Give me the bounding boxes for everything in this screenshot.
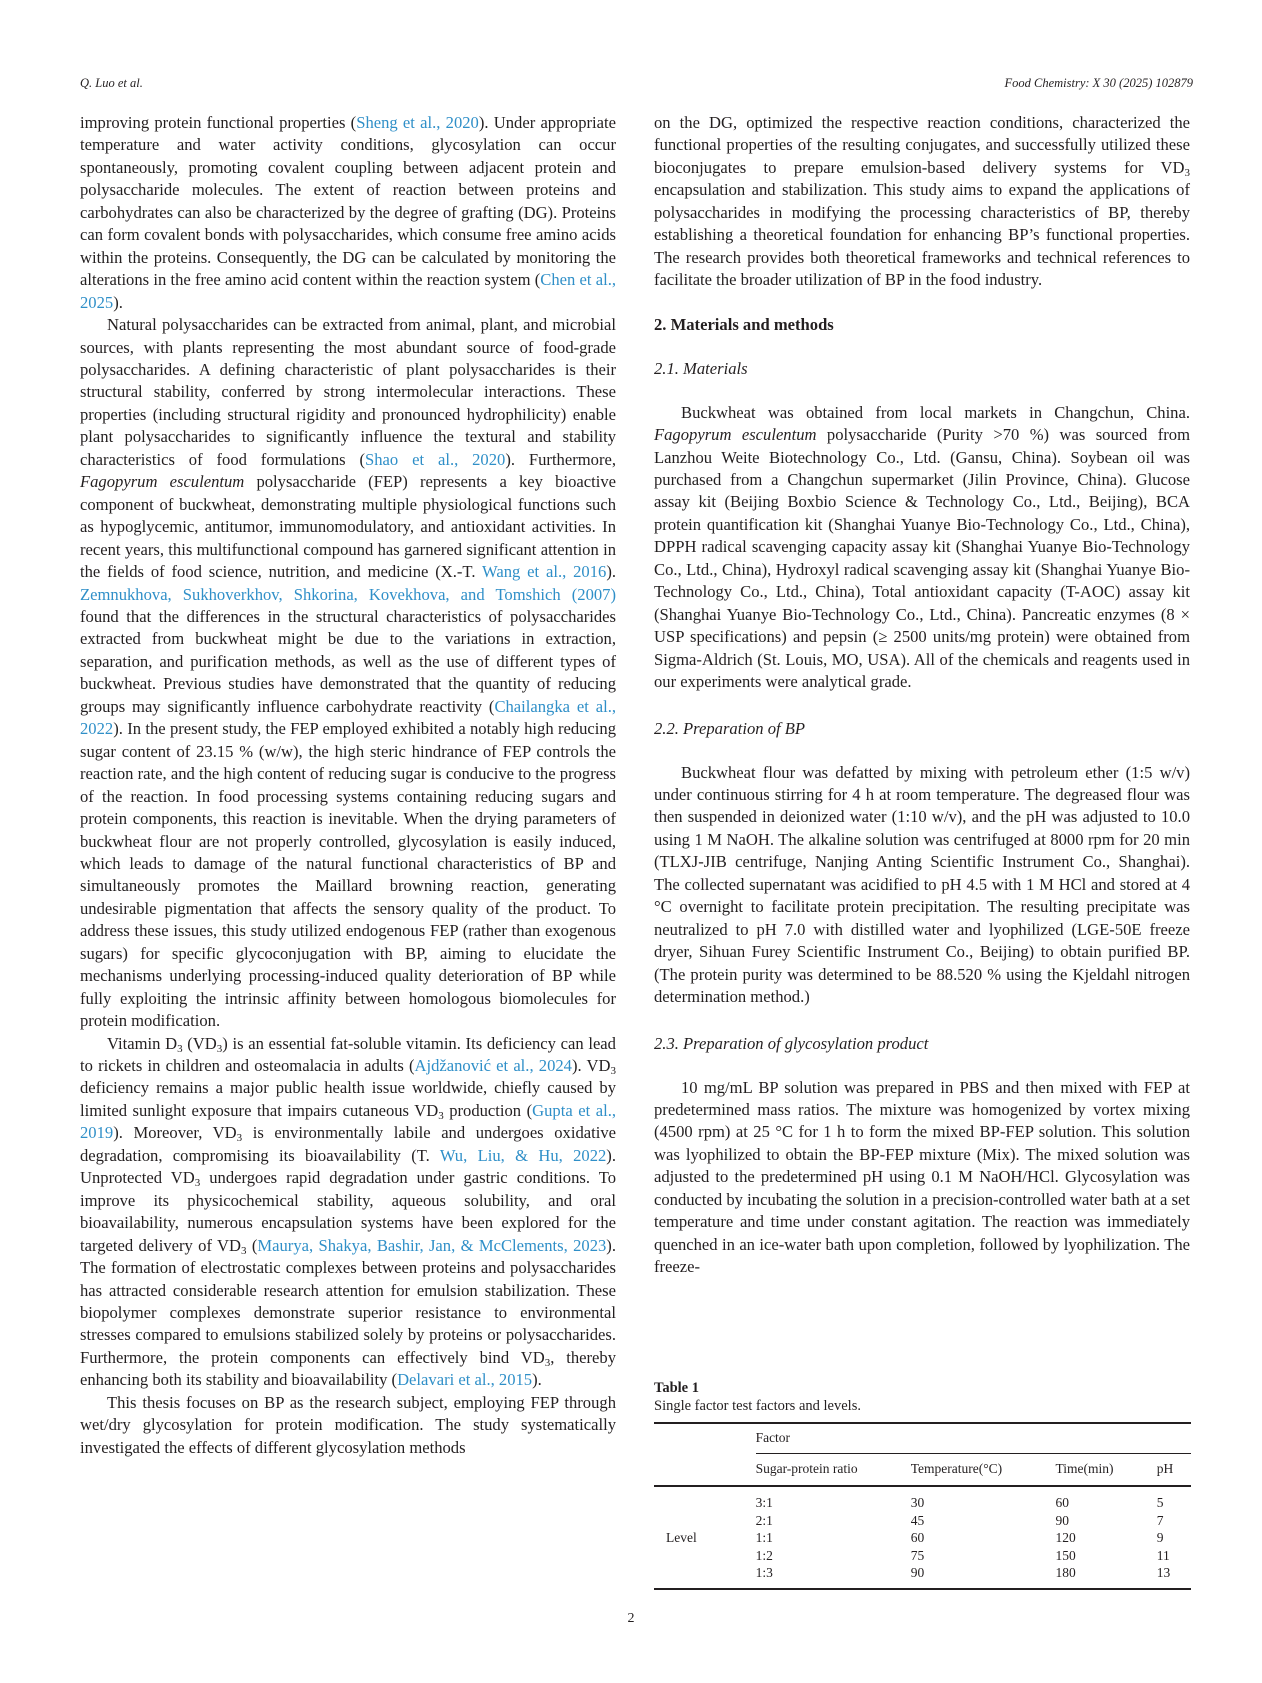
table-cell: 90 [911, 1564, 1056, 1589]
table-cell: 45 [910, 1512, 925, 1528]
subscript: 3 [216, 1042, 223, 1055]
table-cell: 13 [1157, 1564, 1191, 1589]
table-caption: Single factor test factors and levels. [654, 1398, 861, 1414]
table-cell: 1:3 [756, 1564, 911, 1589]
text-run: ). [606, 562, 616, 582]
text-run: ). Unprotected VD [80, 1145, 616, 1188]
table-cell [654, 1547, 756, 1565]
text-run: Buckwheat was obtained from local markets in Changchun, China. [681, 402, 1190, 422]
table-cell [654, 1486, 756, 1512]
text-run: ). In the present study, the FEP employed exhibited a notably high reducing sugar content of 23.15 % (w/w), the high steric hindrance of FEP controls the reaction rate, and the high content of reducing sugar is conducive to the progress of the reaction. In food processing systems containing reducing sugars and protein components, this reaction is inevitable. When the drying parameters of buckwheat flour are not properly controlled, glycosylation is easily induced, which leads to damage of the natural functional characteristics of BP and simultaneously promotes the Maillard browning reaction, generating undesirable pigmentation that affects the sensory quality of the product. To address these issues, this study utilized endogenous FEP (rather than exogenous sugars) for specific glycoconjugation with BP, aiming to elucidate the mechanisms underlying processing-induced quality deterioration of BP while fully exploiting the intrinsic affinity between homologous biomolecules for protein modification. [80, 719, 616, 1031]
table-label: Table 1 [654, 1380, 699, 1396]
subscript: 3 [241, 1244, 247, 1257]
table-cell [654, 1512, 756, 1530]
column-header: Time(min) [1056, 1453, 1157, 1486]
text-run: polysaccharide (FEP) represents a key bioactive component of buckwheat, demonstrating multiple physiological functions such as hypoglycemic, antitumor, immunomodulatory, and antioxidant activities. In recent years, this multifunctional compound has garnered significant attention in the fields of food science, nutrition, and medicine (X.-T. [80, 472, 616, 582]
text-run: (VD [182, 1033, 217, 1053]
citation-link[interactable]: Wang et al., 2016 [482, 562, 607, 582]
subscript: 3 [194, 1177, 201, 1190]
text-run: ) is an essential fat-soluble vitamin. Its deficiency can lead to rickets in children and osteomalacia in adults ( [80, 1033, 616, 1076]
text-run: deficiency remains a major public health issue worldwide, chiefly caused by limited sunlight exposure that impairs cutaneous VD [80, 1078, 616, 1120]
table-cell: 11 [1156, 1547, 1170, 1563]
species-name: Fagopyrum esculentum [80, 472, 245, 492]
subsection-heading: 2.3. Preparation of glycosylation product [654, 1033, 929, 1053]
subsection-heading: 2.2. Preparation of BP [654, 718, 806, 738]
table-cell: 9 [1156, 1530, 1164, 1545]
text-run: ). VD [571, 1056, 611, 1076]
paragraph: Buckwheat flour was defatted by mixing with petroleum ether (1:5 w/v) under continuous stirring for 4 h at room temperature. The degreased flour was then suspended in deionized water (1:10 w/v), and the pH was adjusted to 10.0 using 1 M NaOH. The alkaline solution was centrifuged at 8000 rpm for 20 min (TLXJ-JIB centrifuge, Nanjing Anting Scientific Instrument Co., Shanghai). The collected supernatant was acidified to pH 4.5 with 1 M HCl and stored at 4 °C overnight to facilitate protein precipitation. The resulting precipitate was neutralized to pH 7.0 with distilled water and lyophilized (LGE-50E freeze dryer, Sihuan Furey Scientific Instrument Co., Beijing) to obtain purified BP. (The protein purity was determined to be 88.520 % using the Kjeldahl nitrogen determination method.) [654, 762, 1190, 1007]
table-corner-cell [654, 1423, 756, 1453]
text-run: found that the differences in the structural characteristics of polysaccharides extracted from buckwheat might be due to the variations in extraction, separation, and purification methods, as well as the use of different types of buckwheat. Previous studies have demonstrated that the quantity of reducing groups may significantly influence carbohydrate reactivity ( [80, 606, 616, 716]
paragraph [654, 112, 1190, 292]
citation-link[interactable]: Zemnukhova, Sukhoverkhov, Shkorina, Kovekhova, and Tomshich (2007) [80, 584, 616, 604]
citation-link[interactable]: Shao et al., 2020 [365, 449, 506, 469]
table-row [654, 1547, 1191, 1565]
citation-link[interactable]: Maurya, Shakya, Bashir, Jan, & McClements, 2023 [257, 1235, 607, 1255]
subscript: 3 [177, 1042, 183, 1055]
table-1 [654, 1379, 1191, 1590]
citation-link[interactable]: Delavari et al., 2015 [397, 1370, 533, 1390]
running-head-authors: Q. Luo et al. [80, 76, 143, 90]
text-run: , thereby enhancing both its stability and bioavailability ( [80, 1347, 616, 1390]
table-row [654, 1529, 1191, 1547]
paragraph [654, 402, 1190, 694]
left-column [80, 112, 616, 1459]
text-run: is environmentally labile and undergoes oxidative degradation, compromising its bioavailability (T. [80, 1123, 616, 1165]
table-cell [654, 1564, 756, 1589]
paragraph [80, 112, 616, 314]
table-cell: 60 [910, 1530, 925, 1545]
table-header-row [654, 1453, 1191, 1486]
table-cell: 1:2 [755, 1547, 773, 1563]
citation-link[interactable]: Chailangka et al., 2022 [80, 696, 616, 739]
table-cell: 2:1 [755, 1512, 773, 1528]
table-cell: 30 [910, 1495, 925, 1510]
running-head-journal: Food Chemistry: X 30 (2025) 102879 [1004, 76, 1193, 90]
text-run: on the DG, optimized the respective reaction conditions, characterized the functional properties of the resulting conjugates, and successfully utilized these bioconjugates to prepare emulsion-based delivery systems for VD [654, 113, 1190, 177]
text-run: ). Furthermore, [505, 449, 616, 469]
text-run: ). [113, 292, 123, 312]
table-cell: 90 [1055, 1512, 1069, 1528]
table-cell: 120 [1055, 1530, 1076, 1545]
table-row [654, 1486, 1191, 1512]
table-group-header: Factor [756, 1423, 1191, 1453]
subscript: 3 [610, 1065, 616, 1078]
paragraph [80, 314, 616, 1033]
column-header: pH [1157, 1453, 1191, 1486]
table-row [654, 1564, 1191, 1589]
subscript: 3 [544, 1356, 551, 1369]
table-corner-cell [654, 1453, 756, 1486]
citation-link[interactable]: Gupta et al., 2019 [80, 1100, 616, 1143]
text-run: This thesis focuses on BP as the research subject, employing FEP through wet/dry glycosylation for protein modification. The study systematically investigated the effects of different glycosylation methods [80, 1392, 616, 1457]
table-row [654, 1512, 1191, 1530]
page-number: 2 [627, 1611, 635, 1626]
row-label: Level [666, 1530, 697, 1545]
text-run: undergoes rapid degradation under gastric conditions. To improve its physicochemical stability, aqueous solubility, and oral bioavailability, numerous encapsulation systems have been explored for the targeted delivery of VD [80, 1168, 616, 1255]
text-run: ). [532, 1370, 542, 1390]
table-cell: 3:1 [755, 1495, 773, 1510]
right-column [654, 112, 1190, 1279]
subscript: 3 [438, 1109, 444, 1122]
text-run: ). Moreover, VD [113, 1123, 237, 1143]
citation-link[interactable]: Ajdžanović et al., 2024 [414, 1056, 572, 1076]
citation-link[interactable]: Chen et al., 2025 [80, 270, 616, 312]
text-run: ). The formation of electrostatic complexes between proteins and polysaccharides has attracted considerable research attention for emulsion stabilization. These biopolymer complexes demonstrate superior resistance to environmental stresses compared to emulsions stabilized solely by proteins or polysaccharides. Furthermore, the protein components can effectively bind VD [80, 1235, 616, 1367]
text-run: ( [246, 1235, 258, 1255]
paragraph [80, 1392, 616, 1459]
text-run: ). Under appropriate temperature and water activity conditions, glycosylation can occur spontaneously, promoting covalent coupling between adjacent protein and polysaccharide molecules. The extent of reaction between proteins and carbohydrates can also be characterized by the degree of grafting (DG). Proteins can form covalent bonds with polysaccharides, which consume free amino acids within the proteins. Consequently, the DG can be calculated by monitoring the alterations in the free amino acid content within the reaction system ( [80, 113, 617, 290]
table-group-header-row [654, 1423, 1191, 1453]
table-cell: 60 [1055, 1495, 1069, 1510]
text-run: encapsulation and stabilization. This study aims to expand the applications of polysaccharides in modifying the processing characteristics of BP, thereby establishing a theoretical foundation for enhancing BP’s functional properties. The research provides both theoretical frameworks and technical references to facilitate the broader utilization of BP in the food industry. [654, 180, 1190, 290]
text-run: Natural polysaccharides can be extracted from animal, plant, and microbial sources, with plants representing the most abundant source of food-grade polysaccharides. A defining characteristic of plant polysaccharides is their structural stability, conferred by strong intermolecular interactions. These properties (including structural rigidity and pronounced hydrophilicity) enable plant polysaccharides to significantly influence the textural and stability characteristics of food formulations ( [80, 315, 616, 469]
citation-link[interactable]: Sheng et al., 2020 [356, 113, 479, 132]
table-cell: 7 [1156, 1512, 1164, 1528]
species-name: Fagopyrum esculentum [654, 425, 817, 445]
text-run: production ( [443, 1100, 533, 1120]
paragraph: 10 mg/mL BP solution was prepared in PBS and then mixed with FEP at predetermined mass ratios. The mixture was homogenized by vortex mixing (4500 rpm) at 25 °C for 1 h to form the mixed BP-FEP solution. This solution was lyophilized to obtain the BP-FEP mixture (Mix). The mixed solution was adjusted to the predetermined pH using 0.1 M NaOH/HCl. Glycosylation was conducted by incubating the solution in a precision-controlled water bath at a set temperature and time under constant agitation. The reaction was immediately quenched in an ice-water bath upon completion, followed by lyophilization. The freeze- [654, 1077, 1190, 1277]
data-table [654, 1422, 1191, 1590]
text-run: improving protein functional properties ( [80, 113, 357, 132]
citation-link[interactable]: Wu, Liu, & Hu, 2022 [439, 1145, 607, 1165]
paragraph [80, 1033, 616, 1392]
text-run: Vitamin D [107, 1033, 178, 1053]
table-cell: 1:1 [755, 1530, 773, 1545]
section-heading: 2. Materials and methods [654, 314, 834, 334]
column-header: Sugar-protein ratio [756, 1453, 911, 1486]
subscript: 3 [236, 1132, 243, 1145]
subscript: 3 [1184, 166, 1190, 179]
table-cell: 150 [1055, 1547, 1076, 1563]
table-cell: 75 [910, 1547, 925, 1563]
subsection-heading: 2.1. Materials [654, 358, 748, 378]
column-header: Temperature(°C) [911, 1453, 1056, 1486]
table-cell: 180 [1056, 1564, 1157, 1589]
table-cell: 5 [1156, 1495, 1164, 1510]
text-run: polysaccharide (Purity >70 %) was sourced from Lanzhou Weite Biotechnology Co., Ltd. (Gansu, China). Soybean oil was purchased from a Changchun supermarket (Jilin Province, China). Glucose assay kit (Beijing Boxbio Science & Technology Co., Ltd., Beijing), BCA protein quantification kit (Shanghai Yuanye Bio-Technology Co., Ltd., China), DPPH radical scavenging capacity assay kit (Shanghai Yuanye Bio-Technology Co., Ltd., China), Hydroxyl radical scavenging assay kit (Shanghai Yuanye Bio-Technology Co., Ltd., China), Total antioxidant capacity (T-AOC) assay kit (Shanghai Yuanye Bio-Technology Co., Ltd., China). Pancreatic enzymes (8 × USP specifications) and pepsin (≥ 2500 units/mg protein) were obtained from Sigma-Aldrich (St. Louis, MO, USA). All of the chemicals and reagents used in our experiments were analytical grade. [654, 425, 1190, 692]
